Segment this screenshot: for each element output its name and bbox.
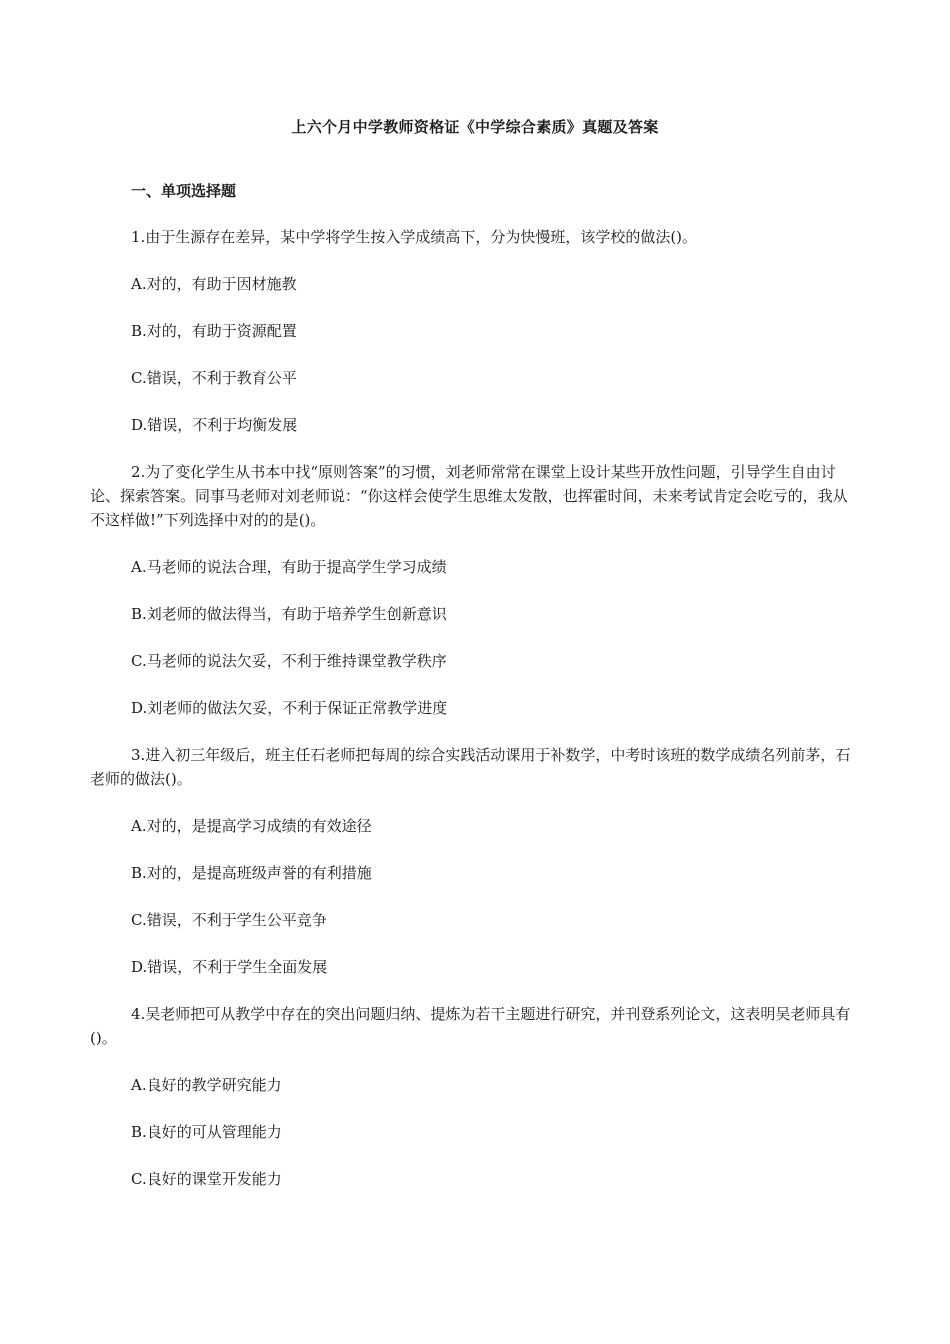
option-d: D.刘老师的做法欠妥，不利于保证正常教学进度 <box>131 699 448 717</box>
option-d: D.错误，不利于均衡发展 <box>131 416 298 434</box>
option-c: C.马老师的说法欠妥，不利于维持课堂教学秩序 <box>131 652 447 670</box>
question-text: 3.进入初三年级后，班主任石老师把每周的综合实践活动课用于补数学，中考时该班的数学成绩名列前茅，石老师的做法()。 <box>90 746 851 788</box>
option-b: B.刘老师的做法得当，有助于培养学生创新意识 <box>131 605 447 623</box>
section-heading: 一、单项选择题 <box>131 182 237 200</box>
question-text: 4.吴老师把可从教学中存在的突出问题归纳、提炼为若干主题进行研究，并刊登系列论文，这表明吴老师具有()。 <box>90 1005 851 1047</box>
question-4 <box>90 1002 855 1191</box>
question-2 <box>90 460 855 720</box>
option-b: B.对的，有助于资源配置 <box>131 322 297 340</box>
option-c: C.错误，不利于教育公平 <box>131 369 297 387</box>
option-a: A.对的，有助于因材施教 <box>131 275 297 293</box>
question-list <box>90 225 855 1214</box>
option-a: A.对的，是提高学习成绩的有效途径 <box>131 817 372 835</box>
option-b: B.对的，是提高班级声誉的有利措施 <box>131 864 372 882</box>
question-text: 1.由于生源存在差异，某中学将学生按入学成绩高下，分为快慢班，该学校的做法()。 <box>131 228 698 246</box>
question-1 <box>90 225 855 437</box>
question-text: 2.为了变化学生从书本中找“原则答案”的习惯，刘老师常常在课堂上设计某些开放性问题，引导学生自由讨论、探索答案。同事马老师对刘老师说：“你这样会使学生思维太发散，也挥霍时间，未来考试肯定会吃亏的，我从不这样做!”下列选择中对的的是()。 <box>90 463 848 529</box>
document-title: 上六个月中学教师资格证《中学综合素质》真题及答案 <box>291 118 659 136</box>
option-c: C.错误，不利于学生公平竞争 <box>131 911 327 929</box>
option-d: D.错误，不利于学生全面发展 <box>131 958 328 976</box>
option-c: C.良好的课堂开发能力 <box>131 1170 282 1188</box>
option-a: A.马老师的说法合理，有助于提高学生学习成绩 <box>131 558 447 576</box>
option-a: A.良好的教学研究能力 <box>131 1076 282 1094</box>
question-3 <box>90 743 855 979</box>
option-b: B.良好的可从管理能力 <box>131 1123 282 1141</box>
